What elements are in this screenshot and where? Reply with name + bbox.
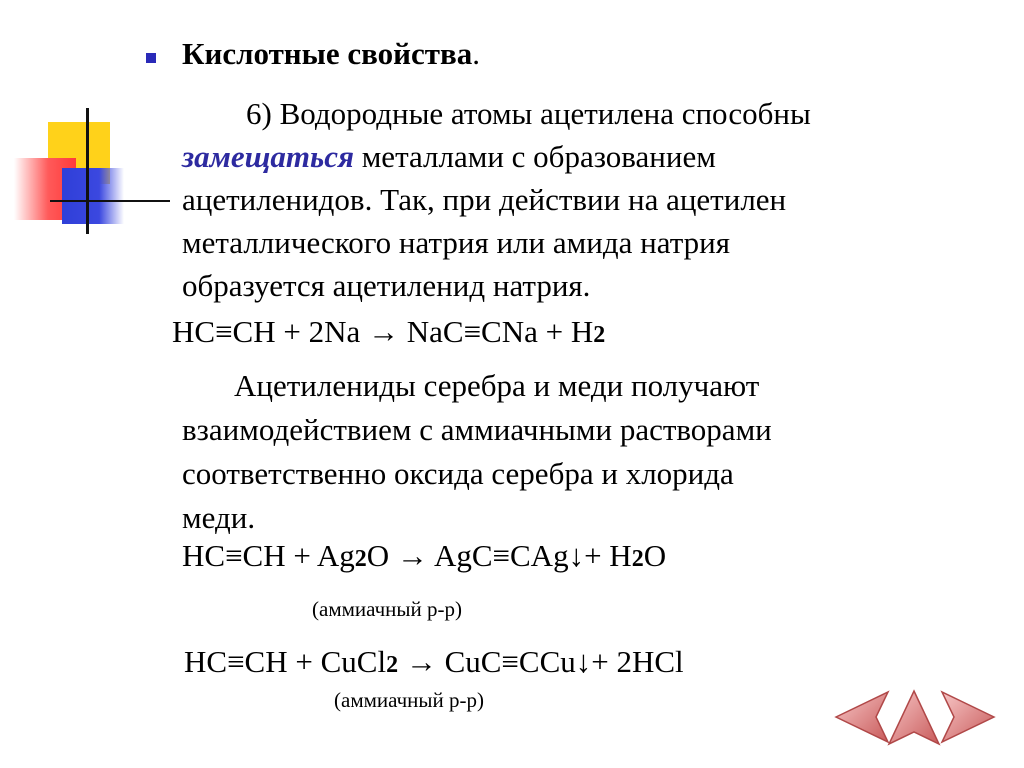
horizontal-line — [50, 200, 170, 202]
para2-line3: соответственно оксида серебра и хлорида — [182, 456, 734, 491]
vertical-line — [86, 108, 89, 234]
equation-1: HC≡CH + 2Na → NaC≡CNa + H2 — [172, 314, 606, 349]
para2-line4: меди. — [182, 500, 256, 535]
paragraph-1 — [182, 92, 811, 307]
note-ammonia-1: (аммиачный р-р) — [312, 597, 462, 621]
bullet-square — [146, 53, 156, 63]
para1-line2: замещаться металлами с образованием — [182, 139, 716, 174]
para1-line1: 6) Водородные атомы ацетилена способны — [246, 96, 811, 131]
equation-3: HC≡CH + CuCl2 → CuC≡CCu↓+ 2HCl — [184, 644, 684, 679]
paragraph-2 — [182, 364, 772, 540]
slide-heading: Кислотные свойства. — [182, 36, 481, 71]
nav-up-button[interactable] — [886, 688, 942, 748]
arrow-right-icon — [938, 688, 998, 746]
decorative-corner-graphic — [0, 100, 150, 240]
para2-line2: взаимодействием с аммиачными растворами — [182, 412, 772, 447]
para1-line4: металлического натрия или амида натрия — [182, 225, 730, 260]
nav-prev-button[interactable] — [832, 688, 892, 746]
blue-square — [62, 168, 124, 224]
para2-line1: Ацетилениды серебра и меди получают — [234, 368, 760, 403]
equation-2: HC≡CH + Ag2O → AgC≡CAg↓+ H2O — [182, 538, 667, 573]
para1-line5: образуется ацетиленид натрия. — [182, 268, 591, 303]
nav-next-button[interactable] — [938, 688, 998, 746]
para1-line3: ацетиленидов. Так, при действии на ацетилен — [182, 182, 787, 217]
arrow-left-icon — [832, 688, 892, 746]
note-ammonia-2: (аммиачный р-р) — [334, 688, 484, 712]
emphasis-word: замещаться — [182, 139, 354, 174]
arrow-up-icon — [886, 688, 942, 748]
